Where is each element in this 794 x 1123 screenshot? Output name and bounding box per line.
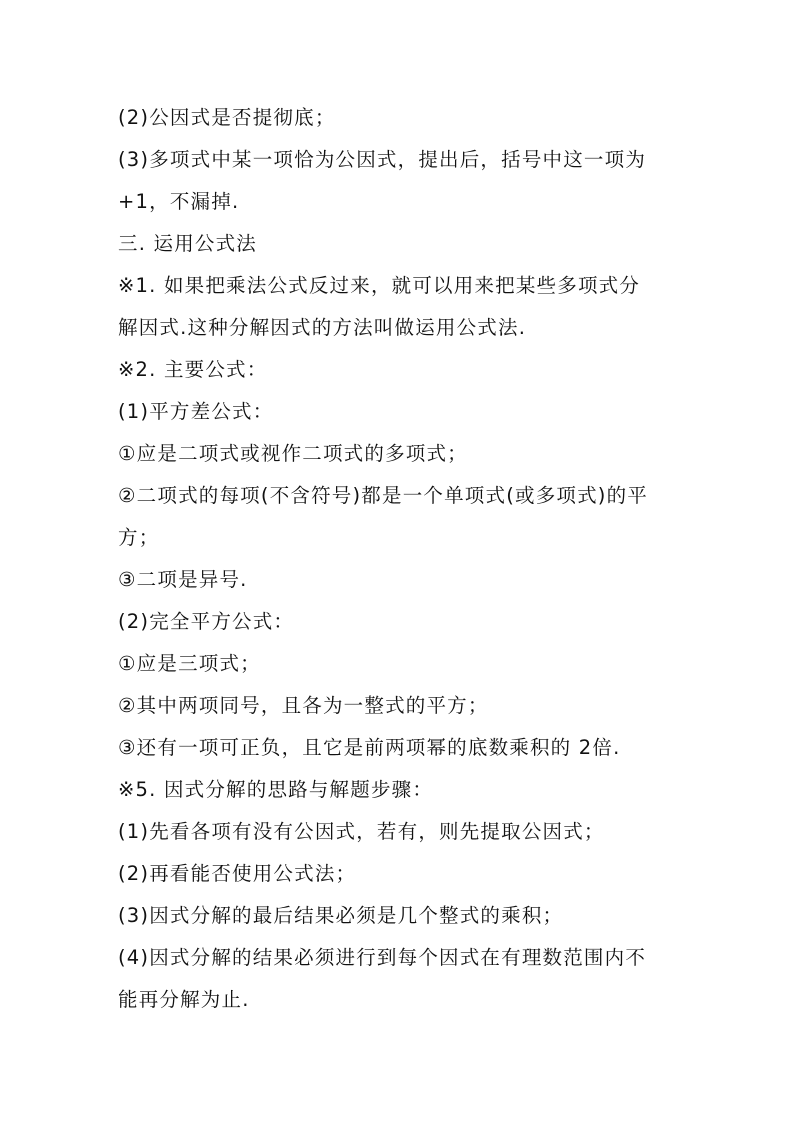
text-line-5: ※1. 如果把乘法公式反过来，就可以用来把某些多项式分 — [118, 274, 641, 297]
text-line-18: (1)先看各项有没有公因式，若有，则先提取公因式； — [118, 820, 605, 843]
text-line-22: 能再分解为止. — [118, 988, 250, 1011]
text-line-21: (4)因式分解的结果必须进行到每个因式在有理数范围内不 — [118, 946, 647, 969]
section-heading: 三. 运用公式法 — [118, 232, 257, 255]
text-line-9: ①应是二项式或视作二项式的多项式； — [118, 442, 468, 465]
text-line-8: (1)平方差公式： — [118, 400, 274, 423]
text-line-19: (2)再看能否使用公式法； — [118, 862, 357, 885]
text-line-7: ※2. 主要公式： — [118, 358, 268, 381]
text-line-17: ※5. 因式分解的思路与解题步骤： — [118, 778, 434, 801]
text-line-1: (2)公因式是否提彻底； — [118, 106, 336, 129]
text-line-15: ②其中两项同号，且各为一整式的平方； — [118, 694, 489, 717]
text-line-13: (2)完全平方公式： — [118, 610, 295, 633]
text-line-12: ③二项是异号. — [118, 568, 248, 591]
text-line-20: (3)因式分解的最后结果必须是几个整式的乘积； — [118, 904, 564, 927]
text-line-10: ②二项式的每项(不含符号)都是一个单项式(或多项式)的平 — [118, 484, 649, 507]
text-line-16: ③还有一项可正负，且它是前两项幂的底数乘积的 2倍. — [118, 736, 621, 759]
text-line-6: 解因式.这种分解因式的方法叫做运用公式法. — [118, 316, 527, 339]
text-line-2: (3)多项式中某一项恰为公因式，提出后，括号中这一项为 — [118, 148, 647, 171]
text-line-14: ①应是三项式； — [118, 652, 261, 675]
text-line-11: 方； — [118, 526, 160, 549]
text-line-3: +1，不漏掉. — [118, 190, 240, 213]
